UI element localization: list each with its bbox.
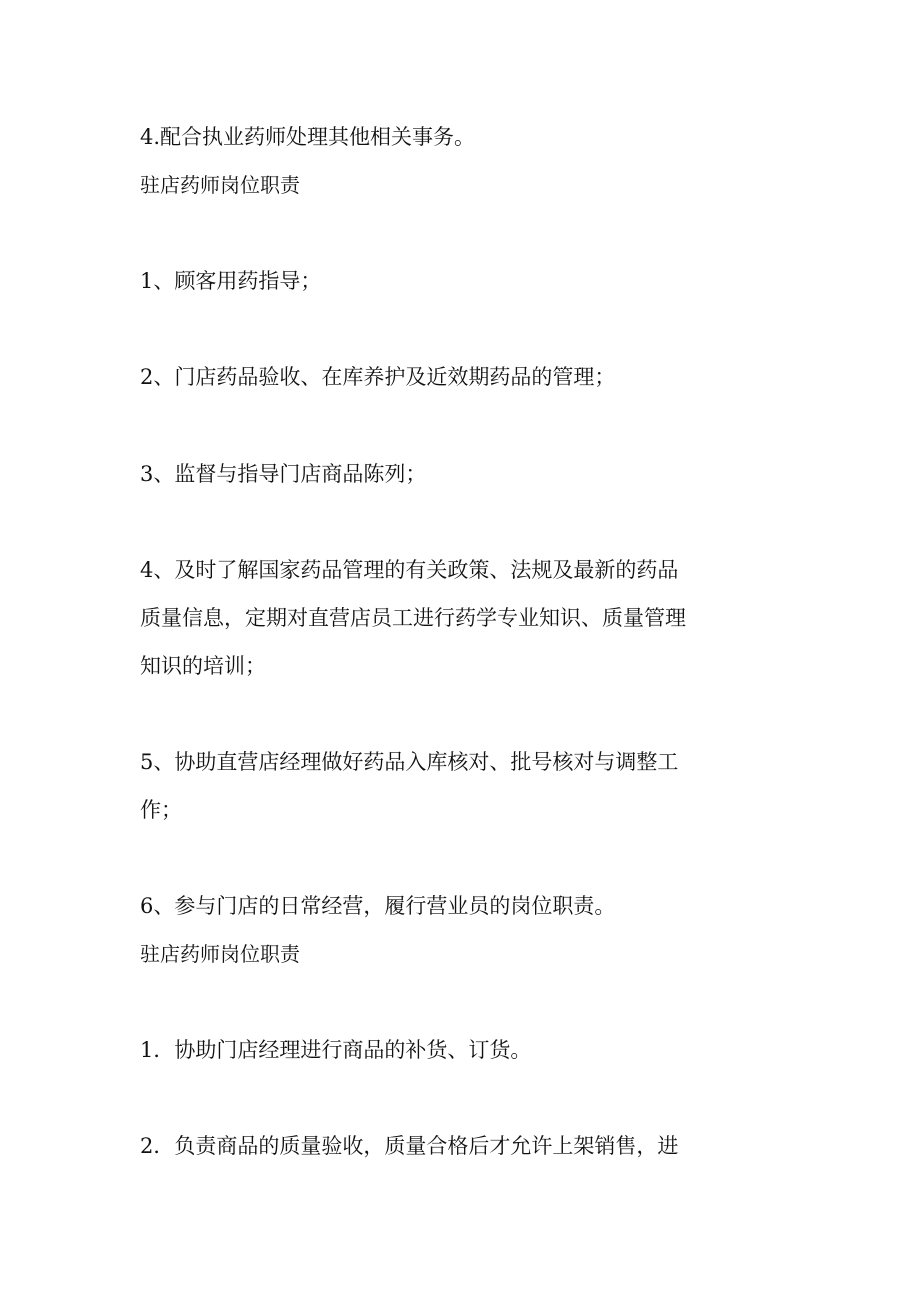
duty-4-line-3: 知识的培训； <box>140 654 266 678</box>
duty-5-line-1: 5、协助直营店经理做好药品入库核对、批号核对与调整工 <box>140 750 679 774</box>
duty-b1-line: 1．协助门店经理进行商品的补货、订货。 <box>140 1038 532 1062</box>
duty-6-line: 6、参与门店的日常经营，履行营业员的岗位职责。 <box>140 894 616 918</box>
item-4-line: 4.配合执业药师处理其他相关事务。 <box>140 125 476 149</box>
section-heading-2: 驻店药师岗位职责 <box>140 942 300 966</box>
duty-b2-line: 2．负责商品的质量验收，质量合格后才允许上架销售，进 <box>140 1134 679 1158</box>
duty-4-line-2: 质量信息，定期对直营店员工进行药学专业知识、质量管理 <box>140 606 686 630</box>
duty-5-line-2: 作； <box>140 798 182 822</box>
duty-3-line: 3、监督与指导门店商品陈列； <box>140 462 427 486</box>
section-heading-1: 驻店药师岗位职责 <box>140 173 300 197</box>
duty-4-line-1: 4、及时了解国家药品管理的有关政策、法规及最新的药品 <box>140 558 679 582</box>
duty-2-line: 2、门店药品验收、在库养护及近效期药品的管理； <box>140 365 616 389</box>
duty-1-line: 1、顾客用药指导； <box>140 269 322 293</box>
